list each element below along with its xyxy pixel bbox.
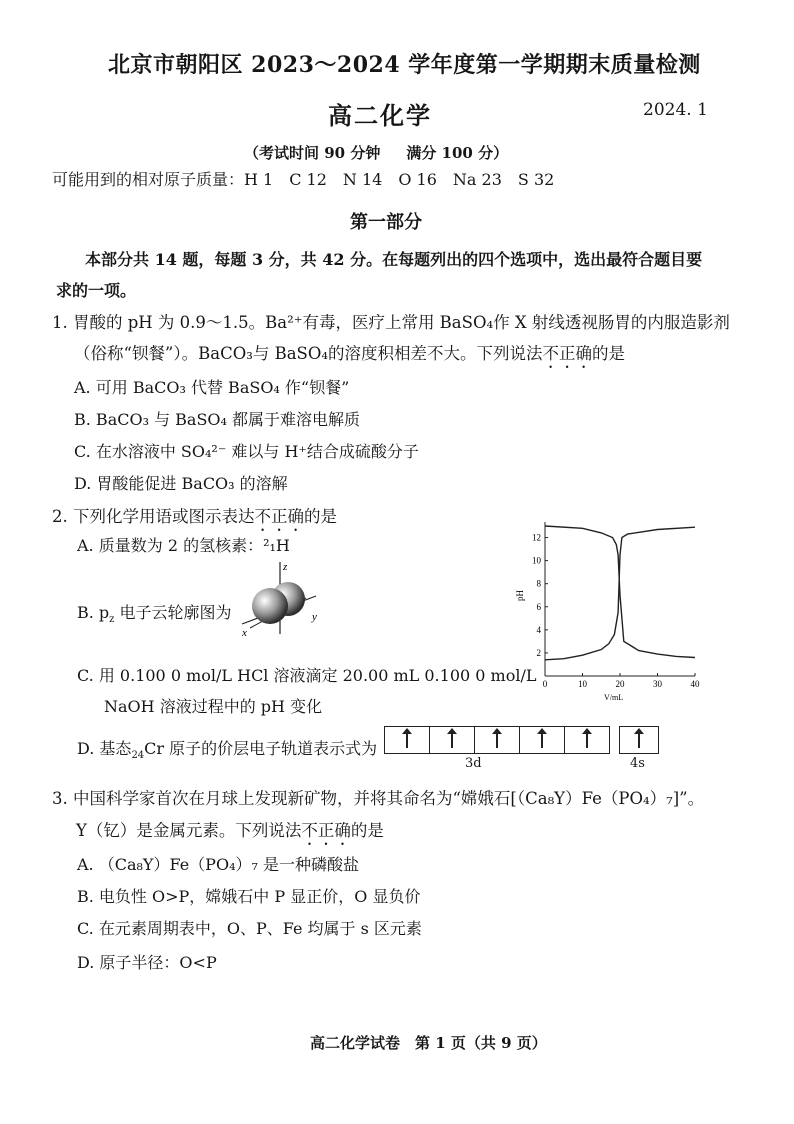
x-tick-label: 0 bbox=[542, 679, 548, 689]
q2-option-c-line2: NaOH 溶液过程中的 pH 变化 bbox=[104, 697, 323, 716]
orbital-3d-cell bbox=[385, 727, 430, 753]
q3-stem-line1: 3. 中国科学家首次在月球上发现新矿物，并将其命名为“嫦娥石[（Ca₈Y）Fe（PO₄）₇]”。 bbox=[52, 789, 705, 808]
q3-stem-text: Y（钇）是金属元素。下列说法 bbox=[76, 821, 302, 840]
x-axis-label: V/mL bbox=[604, 693, 624, 702]
q2-stem bbox=[52, 502, 337, 535]
q3-option-c: C. 在元素周期表中，O、P、Fe 均属于 s 区元素 bbox=[77, 919, 422, 938]
part-instructions: 本部分共 14 题，每题 3 分，共 42 分。在每题列出的四个选项中，选出最符合题目要求的一项。 bbox=[56, 250, 703, 300]
q3-emphasis: 不正确 bbox=[301, 821, 351, 840]
x-tick-label: 20 bbox=[615, 679, 625, 689]
q3-option-d: D. 原子半径：O<P bbox=[77, 953, 217, 972]
q3-stem-line2 bbox=[76, 816, 384, 849]
y-tick-label: 2 bbox=[536, 647, 541, 658]
y-tick-label: 8 bbox=[536, 578, 541, 589]
exam-title: 北京市朝阳区 2023～2024 学年度第一学期期末质量检测 bbox=[108, 52, 701, 78]
q1-stem-line1: 1. 胃酸的 pH 为 0.9～1.5。Ba²⁺有毒，医疗上常用 BaSO₄作 X 射线透视肠胃的内服造影剂 bbox=[52, 313, 730, 332]
y-tick-label: 10 bbox=[532, 555, 541, 566]
x-tick-label: 30 bbox=[653, 679, 662, 689]
orbital-3d-cell bbox=[475, 727, 520, 753]
up-arrow-icon bbox=[406, 732, 408, 748]
series-line-1 bbox=[545, 526, 695, 658]
up-arrow-icon bbox=[541, 732, 543, 748]
y-tick-label: 6 bbox=[536, 601, 541, 612]
q2-option-b-sub: z bbox=[109, 614, 115, 626]
q2-option-a: A. 质量数为 2 的氢核素：²₁H bbox=[77, 536, 290, 555]
orbital-3d-cell bbox=[520, 727, 565, 753]
q1-option-d: D. 胃酸能促进 BaCO₃ 的溶解 bbox=[74, 474, 288, 493]
q2-option-b-label: B. p bbox=[77, 603, 110, 622]
titration-curve-chart bbox=[505, 518, 715, 704]
q1-option-a: A. 可用 BaCO₃ 代替 BaSO₄ 作“钡餐” bbox=[74, 378, 350, 397]
page-footer: 高二化学试卷 第 1 页（共 9 页） bbox=[310, 1034, 547, 1052]
q2-option-d-text: Cr 原子的价层电子轨道表示式为 bbox=[144, 739, 378, 758]
q2-option-b-text: 电子云轮廓图为 bbox=[114, 603, 232, 622]
atomic-masses: 可能用到的相对原子质量：H 1 C 12 N 14 O 16 Na 23 S 32 bbox=[52, 170, 555, 189]
subject-title: 高二化学 bbox=[328, 101, 432, 130]
orbital-3d-cell bbox=[430, 727, 475, 753]
q1-option-b: B. BaCO₃ 与 BaSO₄ 都属于难溶电解质 bbox=[74, 410, 361, 429]
y-tick-label: 12 bbox=[532, 532, 541, 543]
q2-emphasis: 不正确 bbox=[254, 507, 304, 526]
axis-y-label: y bbox=[312, 611, 317, 623]
full-score: 满分 100 分） bbox=[406, 144, 509, 162]
orbital-4s-box bbox=[619, 726, 659, 754]
axis-x-label: x bbox=[242, 627, 247, 639]
up-arrow-icon bbox=[496, 732, 498, 748]
q2-option-d-label: D. 基态 bbox=[77, 739, 132, 758]
axis-z-label: z bbox=[283, 561, 288, 573]
q3-stem-end: 的是 bbox=[350, 821, 384, 840]
orbital-lobe-front bbox=[252, 588, 288, 624]
q2-option-d bbox=[77, 736, 377, 761]
orbital-3d-cell bbox=[565, 727, 609, 753]
q2-option-d-sub: 24 bbox=[131, 750, 145, 762]
q3-option-a: A. （Ca₈Y）Fe（PO₄）₇ 是一种磷酸盐 bbox=[77, 855, 359, 874]
x-tick-label: 10 bbox=[578, 679, 587, 689]
q2-option-b bbox=[77, 600, 232, 625]
orbital-3d-boxes bbox=[384, 726, 610, 754]
q2-option-c-line1: C. 用 0.100 0 mol/L HCl 溶液滴定 20.00 mL 0.100 0 mol/L bbox=[77, 666, 537, 685]
y-axis-label: pH bbox=[515, 590, 525, 601]
q1-stem-line2 bbox=[74, 339, 625, 372]
q1-stem-end: 的是 bbox=[592, 344, 626, 363]
q2-stem-text: 2. 下列化学用语或图示表达 bbox=[52, 507, 255, 526]
q1-stem-text: （俗称“钡餐”）。BaCO₃与 BaSO₄的溶度积相差不大。下列说法 bbox=[74, 344, 543, 363]
q3-option-b: B. 电负性 O>P，嫦娥石中 P 显正价，O 显负价 bbox=[77, 887, 421, 906]
y-tick-label: 4 bbox=[536, 624, 541, 635]
q1-option-c: C. 在水溶液中 SO₄²⁻ 难以与 H⁺结合成硫酸分子 bbox=[74, 442, 419, 461]
exam-info bbox=[244, 142, 508, 163]
label-4s: 4s bbox=[630, 756, 645, 771]
up-arrow-icon bbox=[586, 732, 588, 748]
orbital-4s-cell bbox=[620, 727, 658, 753]
exam-date: 2024. 1 bbox=[643, 100, 708, 120]
x-tick-label: 40 bbox=[690, 679, 700, 689]
q1-emphasis: 不正确 bbox=[542, 344, 593, 363]
up-arrow-icon bbox=[638, 732, 640, 748]
p-orbital-diagram bbox=[236, 558, 326, 640]
part-title: 第一部分 bbox=[350, 212, 422, 233]
up-arrow-icon bbox=[451, 732, 453, 748]
q2-stem-end: 的是 bbox=[304, 507, 337, 526]
time-limit: （考试时间 90 分钟 bbox=[244, 144, 381, 162]
label-3d: 3d bbox=[465, 756, 482, 771]
